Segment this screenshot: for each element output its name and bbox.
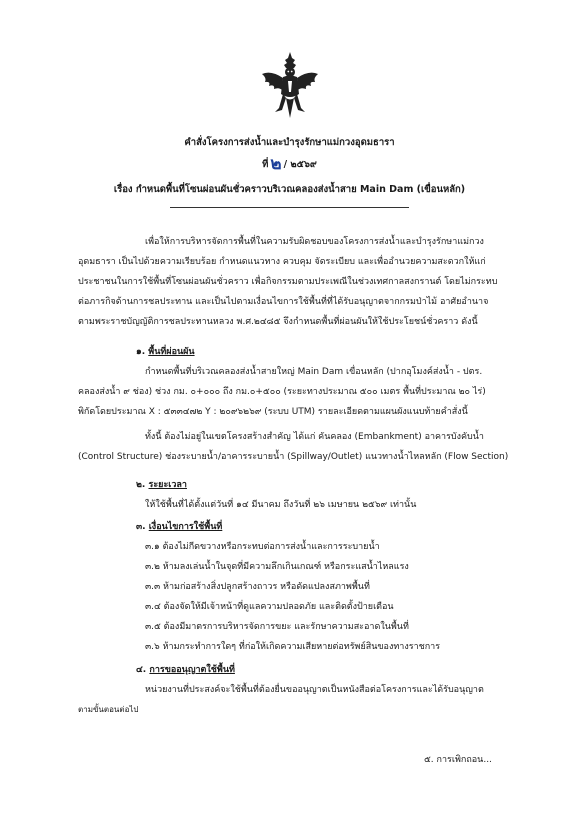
order-subject: เรื่อง กำหนดพื้นที่โซนผ่อนผันชั่วคราวบริเวณคลองส่งน้ำสาย Main Dam (เขื่อนหลัก) — [113, 184, 466, 195]
section-1-line-2: คลองส่งน้ำ ๙ ช่อง) ช่วง กม. ๐+๐๐๐ ถึง กม.๐+๕๐๐ (ระยะทางประมาณ ๕๐๐ เมตร พื้นที่ประมาณ ๒๐ ไร่) — [78, 387, 486, 397]
order-number-line — [0, 155, 579, 174]
condition-item: ๓.๓ ห้ามก่อสร้างสิ่งปลูกสร้างถาวร หรือดัดแปลงสภาพพื้นที่ — [145, 582, 370, 592]
section-2-number: ๒. — [136, 480, 146, 490]
section-2-heading — [136, 479, 187, 491]
continuation-note: ๕. การเพิกถอน... — [424, 755, 492, 765]
condition-item: ๓.๖ ห้ามกระทำการใดๆ ที่ก่อให้เกิดความเสียหายต่อทรัพย์สินของทางราชการ — [145, 642, 441, 652]
section-4-number: ๔. — [136, 665, 147, 675]
section-4-title: การขออนุญาตใช้พื้นที่ — [149, 665, 235, 675]
condition-item: ๓.๑ ต้องไม่กีดขวางหรือกระทบต่อการส่งน้ำและการระบายน้ำ — [145, 542, 380, 552]
section-1-line-1: กำหนดพื้นที่บริเวณคลองส่งน้ำสายใหญ่ Main Dam เขื่อนหลัก (ปากอุโมงค์ส่งน้ำ - ปตร. — [145, 367, 483, 377]
order-prefix: ที่ — [262, 159, 269, 170]
section-4-heading — [136, 664, 235, 676]
section-3-title: เงื่อนไขการใช้พื้นที่ — [148, 522, 223, 532]
section-1-line-4: ทั้งนี้ ต้องไม่อยู่ในเขตโครงสร้างสำคัญ ได้แก่ คันคลอง (Embankment) อาคารบังคับน้ำ — [145, 432, 484, 442]
condition-item: ๓.๔ ต้องจัดให้มีเจ้าหน้าที่ดูแลความปลอดภัย และติดตั้งป้ายเตือน — [145, 602, 394, 612]
section-1-heading — [136, 346, 195, 358]
section-1-line-5: (Control Structure) ช่องระบายน้ำ/อาคารระบายน้ำ (Spillway/Outlet) แนวทางน้ำไหลหลัก (Flow Section) — [78, 452, 509, 462]
order-title: คำสั่งโครงการส่งน้ำและบำรุงรักษาแม่กวงอุดมธารา — [184, 137, 395, 148]
title-divider — [170, 207, 409, 208]
section-2-text: ให้ใช้พื้นที่ได้ตั้งแต่วันที่ ๑๔ มีนาคม ถึงวันที่ ๒๖ เมษายน ๒๕๖๙ เท่านั้น — [145, 500, 417, 510]
section-3-heading — [136, 521, 222, 533]
condition-item: ๓.๒ ห้ามลงเล่นน้ำในจุดที่มีความลึกเกินเกณฑ์ หรือกระแสน้ำไหลแรง — [145, 562, 409, 572]
order-year: / ๒๕๖๙ — [283, 159, 317, 170]
intro-line-3: ประชาชนในการใช้พื้นที่โซนผ่อนผันชั่วคราว เพื่อกิจกรรมตามประเพณีในช่วงเทศกาลสงกรานต์ โดยไม่กระทบ — [78, 277, 498, 287]
section-1-number: ๑. — [136, 347, 146, 357]
condition-item: ๓.๕ ต้องมีมาตรการบริหารจัดการขยะ และรักษาความสะอาดในพื้นที่ — [145, 622, 409, 632]
section-3-number: ๓. — [136, 522, 146, 532]
intro-line-4: ต่อภารกิจด้านการชลประทาน และเป็นไปตามเงื่อนไขการใช้พื้นที่ที่ได้รับอนุญาตจากกรมป่าไม้ อาศัยอำนาจ — [78, 297, 489, 307]
section-4-line-1: หน่วยงานที่ประสงค์จะใช้พื้นที่ต้องยื่นขออนุญาตเป็นหนังสือต่อโครงการและได้รับอนุญาต — [145, 685, 484, 695]
garuda-emblem-icon — [259, 50, 321, 122]
section-4-line-2: ตามขั้นตอนต่อไป — [78, 705, 139, 714]
order-number: ๒ — [270, 154, 282, 174]
intro-line-2: อุดมธารา เป็นไปด้วยความเรียบร้อย กำหนดแนวทาง ควบคุม จัดระเบียบ และเพื่ออำนวยความสะดวกให้แก่ — [78, 257, 486, 267]
section-1-title: พื้นที่ผ่อนผัน — [148, 347, 195, 357]
intro-line-1: เพื่อให้การบริหารจัดการพื้นที่ในความรับผิดชอบของโครงการส่งน้ำและบำรุงรักษาแม่กวง — [145, 237, 484, 247]
section-1-line-3: พิกัดโดยประมาณ X : ๕๓๓๔๗๒ Y : ๒๐๙๖๒๖๙ (ระบบ UTM) รายละเอียดตามแผนผังแนบท้ายคำสั่งนี้ — [78, 407, 468, 417]
section-2-title: ระยะเวลา — [148, 480, 187, 490]
intro-line-5: ตามพระราชบัญญัติการชลประทานหลวง พ.ศ.๒๔๘๕ จึงกำหนดพื้นที่ผ่อนผันให้ใช้ประโยชน์ชั่วคราว ดังนี้ — [78, 317, 478, 327]
